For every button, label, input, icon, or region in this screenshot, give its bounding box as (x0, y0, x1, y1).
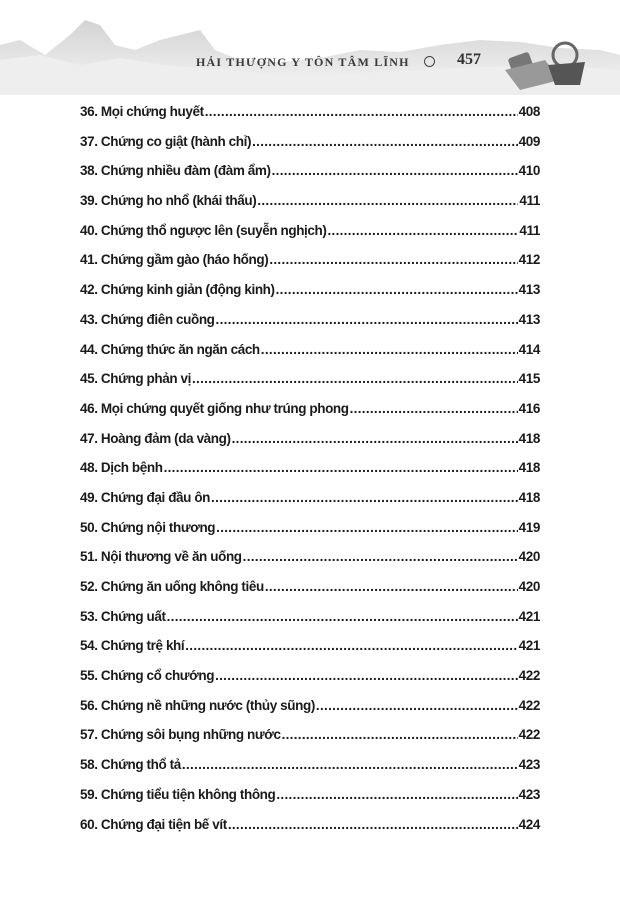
toc-entry[interactable] (80, 163, 540, 193)
toc-entry-page: 412 (518, 252, 540, 268)
toc-entry[interactable] (80, 104, 540, 134)
dot-leader (205, 104, 518, 119)
toc-entry[interactable] (80, 193, 540, 223)
dot-leader (252, 134, 518, 149)
toc-entry-title: 49. Chứng đại đầu ôn (80, 489, 211, 505)
toc-entry-page: 413 (518, 282, 540, 298)
toc-entry[interactable] (80, 668, 540, 698)
toc-entry-title: 42. Chứng kinh giản (động kinh) (80, 282, 275, 298)
toc-entry-title: 54. Chứng trệ khí (80, 638, 185, 654)
dot-leader (269, 252, 517, 267)
toc-entry-title: 57. Chứng sôi bụng những nước (80, 727, 281, 743)
toc-entry-page: 419 (518, 519, 540, 535)
toc-entry-title: 36. Mọi chứng huyết (80, 104, 204, 119)
dot-leader (257, 193, 518, 208)
dot-leader (327, 223, 518, 238)
toc-entry-title: 40. Chứng thổ ngược lên (suyễn nghịch) (80, 222, 327, 238)
toc-entry-title: 44. Chứng thức ăn ngăn cách (80, 341, 260, 357)
dot-leader (164, 460, 518, 475)
toc-entry[interactable] (80, 460, 540, 490)
toc-entry[interactable] (80, 698, 540, 728)
dot-leader (276, 282, 518, 297)
ornament-icon (424, 56, 435, 67)
toc-entry[interactable] (80, 342, 540, 372)
toc-entry-title: 38. Chứng nhiều đàm (đàm ẩm) (80, 163, 271, 179)
toc-entry-title: 50. Chứng nội thương (80, 519, 216, 535)
toc-entry-page: 424 (518, 816, 540, 832)
toc-entry[interactable] (80, 757, 540, 787)
toc-entry-title: 48. Dịch bệnh (80, 460, 163, 476)
toc-entry-title: 47. Hoàng đảm (da vàng) (80, 430, 231, 446)
toc-entry-page: 411 (519, 193, 540, 209)
toc-entry[interactable] (80, 549, 540, 579)
toc-entry-title: 41. Chứng gầm gào (háo hống) (80, 252, 269, 268)
toc-entry-page: 409 (518, 133, 540, 149)
dot-leader (282, 727, 518, 742)
toc-entry-page: 418 (518, 430, 540, 446)
dot-leader (192, 371, 518, 386)
toc-entry[interactable] (80, 371, 540, 401)
dot-leader (216, 312, 518, 327)
toc-entry[interactable] (80, 431, 540, 461)
dot-leader (261, 342, 518, 357)
dot-leader (276, 787, 517, 802)
toc-entry-title: 52. Chứng ăn uống không tiêu (80, 579, 264, 594)
dot-leader (272, 163, 518, 178)
toc-entry-title: 56. Chứng nề những nước (thủy sũng) (80, 697, 315, 713)
dot-leader (243, 549, 518, 564)
toc-entry[interactable] (80, 579, 540, 609)
toc-entry-title: 59. Chứng tiểu tiện không thông (80, 786, 276, 802)
mountain-banner (0, 0, 620, 100)
dot-leader (228, 817, 518, 832)
table-of-contents (80, 104, 540, 846)
toc-entry[interactable] (80, 490, 540, 520)
dot-leader (167, 609, 518, 624)
toc-entry-page: 410 (518, 163, 540, 179)
toc-entry-page: 420 (518, 579, 540, 594)
toc-entry-page: 423 (518, 786, 540, 802)
toc-entry[interactable] (80, 609, 540, 639)
dot-leader (216, 520, 518, 535)
toc-entry-page: 418 (518, 460, 540, 476)
dot-leader (211, 490, 518, 505)
toc-entry[interactable] (80, 787, 540, 817)
toc-entry-page: 411 (519, 222, 540, 238)
page-number: 457 (457, 51, 481, 68)
toc-entry-page: 422 (518, 727, 540, 743)
toc-entry[interactable] (80, 638, 540, 668)
toc-entry-page: 421 (518, 638, 540, 654)
toc-entry-page: 422 (518, 697, 540, 713)
toc-entry-page: 416 (518, 400, 540, 416)
toc-entry-title: 39. Chứng ho nhổ (khái thấu) (80, 193, 257, 209)
toc-entry-page: 414 (518, 341, 540, 357)
running-title: HẢI THƯỢNG Y TÔN TÂM LĨNH (196, 55, 410, 69)
toc-entry[interactable] (80, 312, 540, 342)
dot-leader (265, 579, 518, 594)
toc-entry-title: 43. Chứng điên cuồng (80, 311, 215, 327)
dot-leader (185, 638, 517, 653)
toc-entry[interactable] (80, 817, 540, 847)
toc-entry-page: 421 (518, 608, 540, 624)
dot-leader (182, 757, 518, 772)
toc-entry[interactable] (80, 252, 540, 282)
toc-entry-title: 46. Mọi chứng quyết giống như trúng phong (80, 400, 349, 416)
toc-entry[interactable] (80, 223, 540, 253)
dot-leader (350, 401, 518, 416)
toc-entry[interactable] (80, 134, 540, 164)
toc-entry-page: 415 (518, 371, 540, 387)
toc-entry-page: 423 (518, 757, 540, 773)
dot-leader (215, 668, 518, 683)
toc-entry-title: 45. Chứng phản vị (80, 371, 191, 387)
toc-entry-title: 51. Nội thương về ăn uống (80, 549, 242, 565)
toc-entry-title: 53. Chứng uất (80, 608, 166, 624)
toc-entry[interactable] (80, 520, 540, 550)
toc-entry-page: 418 (518, 489, 540, 505)
toc-entry-title: 55. Chứng cổ chướng (80, 668, 215, 684)
toc-entry-page: 420 (518, 549, 540, 565)
toc-entry[interactable] (80, 727, 540, 757)
dot-leader (316, 698, 518, 713)
toc-entry-page: 422 (518, 668, 540, 684)
toc-entry-title: 37. Chứng co giật (hành chỉ) (80, 133, 252, 149)
toc-entry[interactable] (80, 282, 540, 312)
dot-leader (232, 431, 518, 446)
toc-entry-title: 58. Chứng thổ tả (80, 757, 181, 773)
toc-entry-page: 408 (518, 104, 540, 119)
toc-entry[interactable] (80, 401, 540, 431)
toc-entry-title: 60. Chứng đại tiện bế vít (80, 816, 227, 832)
toc-entry-page: 413 (518, 311, 540, 327)
